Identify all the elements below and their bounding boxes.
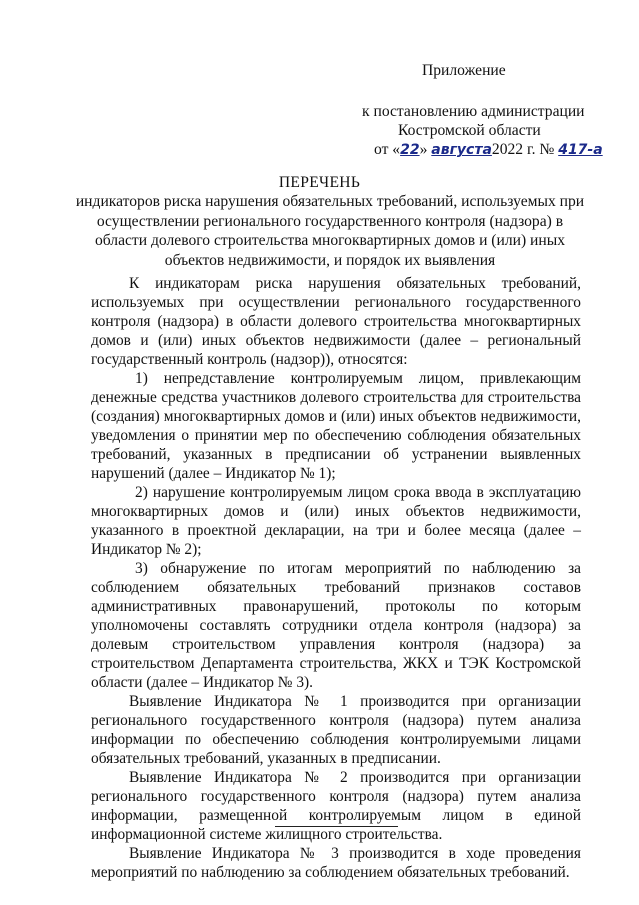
document-body xyxy=(91,274,581,882)
decree-number: 417-а xyxy=(558,142,603,158)
decree-prefix: от « xyxy=(374,141,401,158)
decree-day: 22 xyxy=(400,142,420,158)
body-paragraph-intro: К индикаторам риска нарушения обязательных требований, используемых при осуществлении регионального государственного контроля (надзора) в области долевого строительства многоквартирных домов и (или) иных объектов недвижимости (далее – региональный государственный контроль (надзор)), относятся: xyxy=(91,275,581,368)
body-paragraph-item-3: 3) обнаружение по итогам мероприятий по наблюдению за соблюдением обязательных требований признаков составов административных правонарушений, протоколы по которым уполномочены составлять сотрудники отдела контроля (надзора) за долевым строительством управления контроля (надзора) за строительством Департамента строительства, ЖКХ и ТЭК Костромской области (далее – Индикатор № 3). xyxy=(91,560,581,691)
document-title: ПЕРЕЧЕНЬ xyxy=(278,174,361,191)
decree-year: 2022 г. № xyxy=(491,141,559,158)
body-paragraph-item-1: 1) непредставление контролируемым лицом, привлекающим денежные средства участников долевого строительства для строительства (создания) многоквартирных домов и (или) иных объектов недвижимости, уведомления о принятии мер по обеспечению соблюдения обязательных требований, указанных в предписании об устранении выявленных нарушений (далее – Индикатор № 1); xyxy=(91,370,581,482)
decree-reference-line1: к постановлению администрации xyxy=(362,103,585,120)
decree-month: августа xyxy=(431,142,492,158)
body-paragraph-detection-2: Выявление Индикатора № 2 производится при организации регионального государственного контроля (надзора) путем анализа информации, размещенной контролируемым лицом в единой информационной системе жилищного строительства. xyxy=(91,769,581,843)
document-subtitle: индикаторов риска нарушения обязательных требований, используемых при осуществлении регионального государственного контроля (надзора) в области долевого строительства многоквартирных домов и (или) иных объектов недвижимости, и порядок их выявления xyxy=(75,193,585,269)
decree-mid: » xyxy=(419,141,432,158)
appendix-title: Приложение xyxy=(422,62,506,79)
decree-date-number xyxy=(374,140,603,160)
body-paragraph-detection-1: Выявление Индикатора № 1 производится при организации регионального государственного контроля (надзора) путем анализа информации по обеспечению соблюдения контролируемыми лицами обязательных требований, указанных в предписании. xyxy=(91,693,581,767)
end-separator-line xyxy=(275,826,398,827)
decree-reference-line2: Костромской области xyxy=(398,122,541,139)
body-paragraph-detection-3: Выявление Индикатора № 3 производится в ходе проведения мероприятий по наблюдению за соблюдением обязательных требований. xyxy=(91,845,581,881)
body-paragraph-item-2: 2) нарушение контролируемым лицом срока ввода в эксплуатацию многоквартирных домов и (или) иных объектов недвижимости, указанного в проектной декларации, на три и более месяца (далее – Индикатор № 2); xyxy=(91,484,581,558)
